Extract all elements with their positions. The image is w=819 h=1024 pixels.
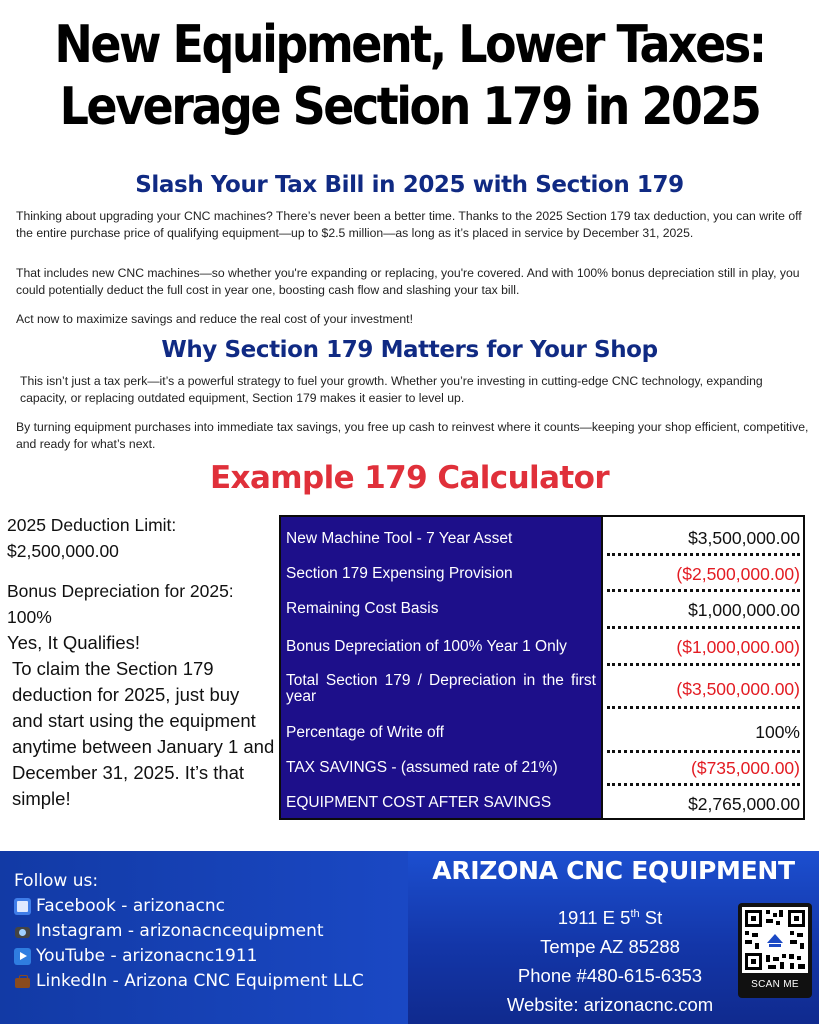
row-label: Bonus Depreciation of 100% Year 1 Only — [286, 638, 567, 655]
row-divider — [607, 750, 800, 753]
deduction-limit-label: 2025 Deduction Limit: — [7, 515, 177, 535]
row-value: ($1,000,000.00) — [676, 637, 800, 657]
row-label: Remaining Cost Basis — [286, 600, 439, 617]
row-value: $1,000,000.00 — [688, 600, 800, 620]
facebook-icon — [14, 898, 31, 915]
section2-paragraph-2: By turning equipment purchases into immediate tax savings, you free up cash to reinvest where it counts—keeping your shop efficient, competitive, and ready for what’s next. — [16, 420, 809, 451]
company-name: ARIZONA CNC EQUIPMENT — [432, 856, 795, 885]
social-link-text: Instagram - arizonacncequipment — [36, 921, 324, 941]
section1-paragraph-2: That includes new CNC machines—so whether you're expanding or replacing, you're covered. And with 100% bonus depreciation still in play, you could potentially deduct the full cost in year one, boosting cash flow and slashing your tax bill. — [16, 266, 800, 297]
section1-paragraph-3: Act now to maximize savings and reduce the real cost of your investment! — [16, 312, 413, 326]
social-link-facebook[interactable] — [14, 894, 364, 919]
row-label: Percentage of Write off — [286, 724, 444, 741]
qr-code-icon — [742, 907, 808, 973]
briefcase-icon — [14, 973, 31, 990]
row-value: ($3,500,000.00) — [676, 679, 800, 699]
row-label: TAX SAVINGS - (assumed rate of 21%) — [286, 759, 558, 776]
calculator-table — [279, 515, 805, 820]
row-label: EQUIPMENT COST AFTER SAVINGS — [286, 794, 552, 811]
camera-icon — [14, 923, 31, 940]
address-suffix: th — [630, 908, 640, 920]
row-value: $3,500,000.00 — [688, 528, 800, 548]
address-street: St — [639, 907, 663, 929]
social-link-text: Facebook - arizonacnc — [36, 896, 225, 916]
row-divider — [607, 783, 800, 786]
row-value: $2,765,000.00 — [688, 794, 800, 814]
bonus-depreciation-value: 100% — [7, 607, 52, 627]
row-value: ($2,500,000.00) — [676, 564, 800, 584]
row-value: ($735,000.00) — [691, 758, 800, 778]
row-label: New Machine Tool - 7 Year Asset — [286, 530, 513, 547]
address-line — [480, 900, 740, 932]
calculator-title: Example 179 Calculator — [209, 460, 610, 496]
row-divider — [607, 706, 800, 709]
row-divider — [607, 626, 800, 629]
headline-line-1: New Equipment, Lower Taxes: — [54, 13, 765, 75]
bonus-depreciation-label: Bonus Depreciation for 2025: — [7, 581, 234, 601]
social-link-text: LinkedIn - Arizona CNC Equipment LLC — [36, 971, 364, 991]
phone-line[interactable]: Phone #480-615-6353 — [517, 965, 703, 987]
deduction-limit-value: $2,500,000.00 — [7, 541, 119, 561]
row-divider — [607, 553, 800, 556]
social-link-youtube[interactable] — [14, 944, 364, 969]
address-number: 1911 E 5 — [557, 907, 631, 929]
social-link-text: YouTube - arizonacnc1911 — [36, 946, 258, 966]
play-icon — [14, 948, 31, 965]
social-links — [14, 869, 364, 994]
section-heading-why-179: Why Section 179 Matters for Your Shop — [161, 337, 658, 363]
claim-instructions: To claim the Section 179 deduction for 2025, just buy and start using the equipment anytime between January 1 and December 31, 2025. It’s that simple! — [12, 658, 275, 809]
scan-me-label: SCAN ME — [751, 979, 799, 990]
row-label: Total Section 179 / Depreciation in the first year — [286, 672, 596, 705]
headline-line-2: Leverage Section 179 in 2025 — [59, 75, 760, 137]
row-value: 100% — [755, 722, 800, 742]
qualifies-text: Yes, It Qualifies! — [7, 632, 140, 653]
row-divider — [607, 663, 800, 666]
website-link[interactable]: Website: arizonacnc.com — [506, 994, 714, 1016]
row-label: Section 179 Expensing Provision — [286, 565, 513, 582]
qr-code[interactable] — [738, 903, 812, 998]
social-link-linkedin[interactable] — [14, 969, 364, 994]
section-heading-slash-tax: Slash Your Tax Bill in 2025 with Section 179 — [135, 172, 684, 198]
section2-paragraph-1: This isn’t just a tax perk—it’s a powerful strategy to fuel your growth. Whether you’re investing in cutting-edge CNC technology, expanding capacity, or replacing outdated equipment, Section 179 makes it easier to level up. — [20, 374, 763, 405]
social-link-instagram[interactable] — [14, 919, 364, 944]
row-divider — [607, 589, 800, 592]
section1-paragraph-1: Thinking about upgrading your CNC machines? There’s never been a better time. Thanks to the 2025 Section 179 tax deduction, you can write off the entire purchase price of qualifying equipment—up to $2.5 million—as long as it’s placed in service by December 31, 2025. — [16, 209, 802, 240]
contact-block — [480, 900, 740, 1019]
city-line: Tempe AZ 85288 — [540, 936, 680, 958]
calculator-summary — [7, 512, 275, 812]
follow-us-label: Follow us: — [14, 871, 99, 891]
